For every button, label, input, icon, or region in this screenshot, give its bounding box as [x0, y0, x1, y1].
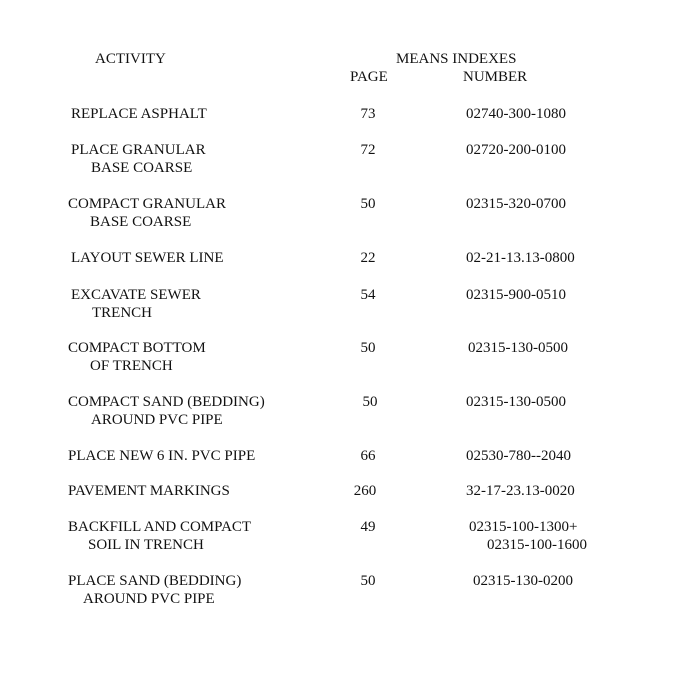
- number-cell: [466, 141, 566, 159]
- number-cell: [473, 572, 573, 590]
- activity-cell: [68, 572, 241, 608]
- activity-line: PLACE SAND (BEDDING): [68, 573, 242, 589]
- page-cell: 72: [360, 142, 376, 158]
- page-cell: 50: [360, 340, 376, 356]
- number-cell: [469, 518, 587, 554]
- page-cell: 54: [360, 287, 376, 303]
- number-cell: [466, 447, 571, 465]
- activity-cell: [68, 393, 265, 429]
- number-column-header: NUMBER: [463, 69, 528, 85]
- activity-line: COMPACT BOTTOM: [68, 340, 206, 356]
- activity-line: OF TRENCH: [90, 358, 173, 374]
- activity-line: LAYOUT SEWER LINE: [71, 250, 224, 266]
- activity-line: PLACE GRANULAR: [71, 142, 206, 158]
- page-cell: 73: [360, 106, 376, 122]
- activity-cell: [71, 141, 206, 177]
- number-line: 02530-780--2040: [466, 448, 571, 464]
- number-line: 02315-130-0500: [466, 394, 566, 410]
- activity-cell: [68, 518, 251, 554]
- activity-line: BASE COARSE: [91, 160, 193, 176]
- activity-line: BACKFILL AND COMPACT: [68, 519, 252, 535]
- activity-line: COMPACT GRANULAR: [68, 196, 226, 212]
- activity-header: ACTIVITY: [95, 51, 166, 67]
- page-cell: 260: [353, 483, 377, 499]
- means-indexes-header: MEANS INDEXES: [396, 51, 517, 67]
- activity-cell: [68, 339, 206, 375]
- page-cell: 50: [360, 196, 376, 212]
- activity-line: PAVEMENT MARKINGS: [68, 483, 230, 499]
- activity-line: COMPACT SAND (BEDDING): [68, 394, 265, 410]
- activity-line: TRENCH: [92, 305, 152, 321]
- number-cell: [466, 105, 566, 123]
- number-line: 32-17-23.13-0020: [466, 483, 575, 499]
- number-line: 02315-130-0200: [473, 573, 573, 589]
- page-cell: 49: [360, 519, 376, 535]
- activity-line: EXCAVATE SEWER: [71, 287, 201, 303]
- activity-line: AROUND PVC PIPE: [83, 591, 215, 607]
- activity-cell: [68, 482, 230, 500]
- number-line: 02315-100-1300+: [469, 519, 578, 535]
- page-cell: 50: [360, 573, 376, 589]
- number-line: 02315-130-0500: [468, 340, 568, 356]
- number-line: 02315-320-0700: [466, 196, 566, 212]
- activity-cell: [71, 105, 207, 123]
- number-line: 02720-200-0100: [466, 142, 566, 158]
- page-cell: 22: [360, 250, 376, 266]
- number-line: 02315-100-1600: [487, 537, 587, 553]
- page-cell: 66: [360, 448, 376, 464]
- number-cell: [466, 482, 575, 500]
- activity-cell: [71, 286, 201, 322]
- activity-line: REPLACE ASPHALT: [71, 106, 207, 122]
- number-cell: [466, 195, 566, 213]
- activity-line: PLACE NEW 6 IN. PVC PIPE: [68, 448, 256, 464]
- page-cell: 50: [362, 394, 378, 410]
- activity-cell: [68, 195, 226, 231]
- activity-cell: [68, 447, 255, 465]
- activity-line: SOIL IN TRENCH: [88, 537, 204, 553]
- activity-line: BASE COARSE: [90, 214, 192, 230]
- activity-cell: [71, 249, 224, 267]
- activity-line: AROUND PVC PIPE: [91, 412, 223, 428]
- number-cell: [466, 393, 566, 411]
- number-line: 02740-300-1080: [466, 106, 566, 122]
- number-cell: [466, 286, 566, 304]
- number-line: 02-21-13.13-0800: [466, 250, 575, 266]
- page-column-header: PAGE: [350, 69, 388, 85]
- number-cell: [468, 339, 568, 357]
- number-line: 02315-900-0510: [466, 287, 566, 303]
- number-cell: [466, 249, 575, 267]
